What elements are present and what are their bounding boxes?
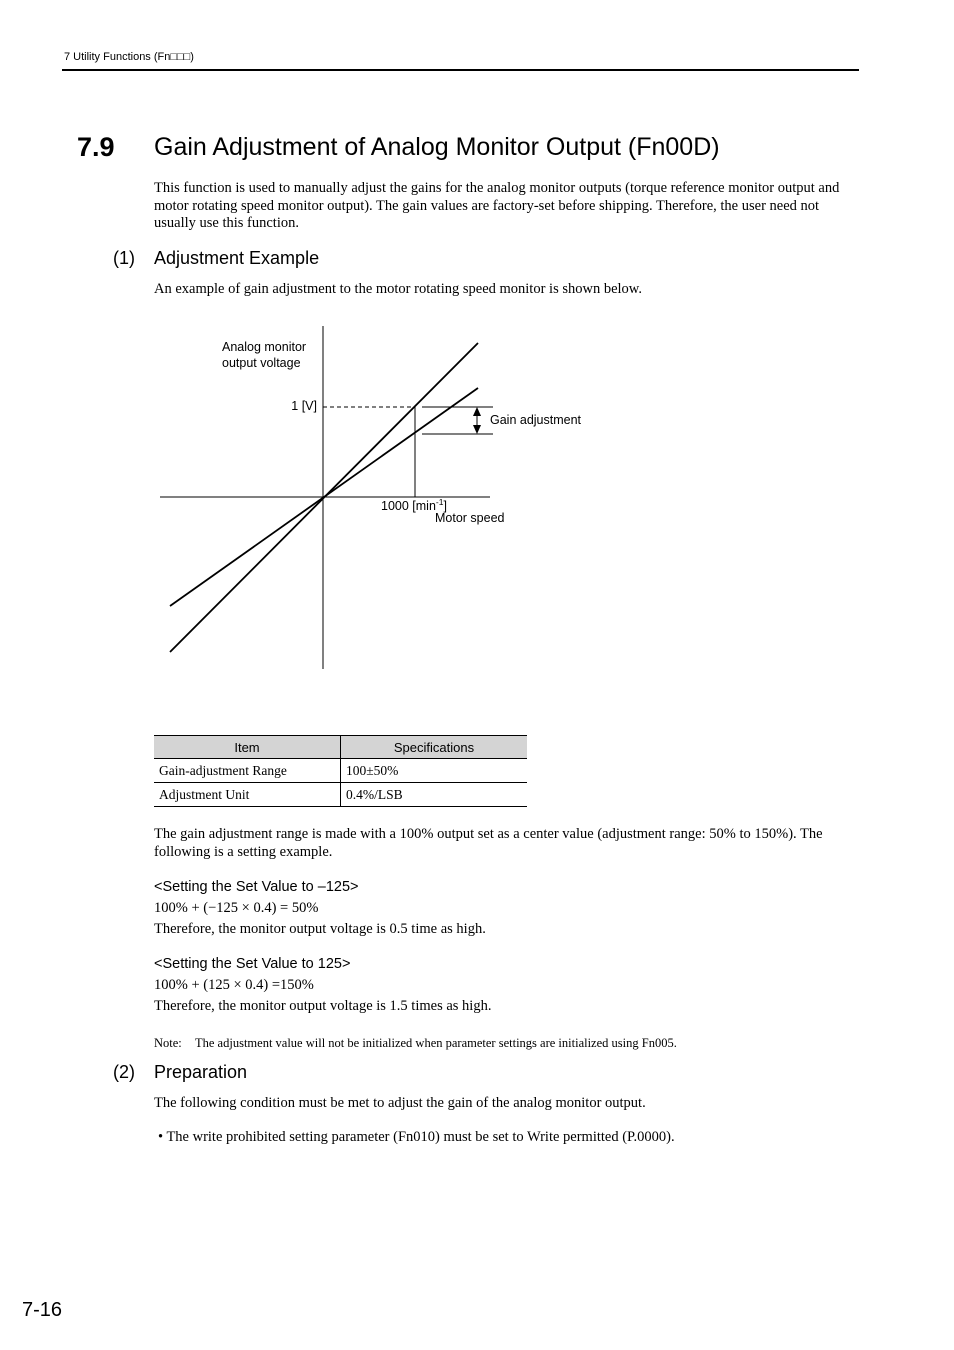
table-row (154, 783, 527, 807)
table-cell: 0.4%/LSB (341, 783, 528, 807)
x-tick-value: 1000 [min (381, 499, 436, 513)
subsection-1-number: (1) (113, 248, 135, 268)
gain-adjustment-diagram (140, 310, 610, 680)
header-specifications: Specifications (341, 736, 528, 759)
arrow-up-icon (473, 407, 481, 416)
subsection-2-title: Preparation (154, 1062, 248, 1082)
intro-paragraph: This function is used to manually adjust the gains for the analog monitor outputs (torque reference monitor output and motor rotating speed monitor output). The gain values are factory-set before shipping. Therefore, the user need not usually use this function. (154, 180, 840, 231)
example2-formula: 100% + (125 × 0.4) =150% (154, 977, 314, 993)
table-cell: Gain-adjustment Range (154, 759, 341, 783)
table-row (154, 759, 527, 783)
x-tick-close: ] (443, 499, 447, 513)
range-paragraph: The gain adjustment range is made with a 100% output set as a center value (adjustment range: 50% to 150%). The following is a setting example. (154, 826, 823, 860)
example2-result: Therefore, the monitor output voltage is 1.5 times as high. (154, 998, 492, 1014)
example2-heading: <Setting the Set Value to 125> (154, 956, 351, 972)
y-axis-label-line1: Analog monitor (222, 340, 307, 354)
x-axis-label: Motor speed (435, 511, 505, 525)
specifications-table (154, 735, 527, 807)
example1-heading: <Setting the Set Value to –125> (154, 879, 359, 895)
section-title: Gain Adjustment of Analog Monitor Output (Fn00D) (154, 133, 720, 161)
gain-adjustment-label: Gain adjustment (490, 413, 582, 427)
table-cell: 100±50% (341, 759, 528, 783)
note-label: Note: (154, 1036, 182, 1050)
page-number: 7-16 (22, 1299, 63, 1321)
preparation-bullet: • The write prohibited setting parameter (Fn010) must be set to Write permitted (P.0000). (158, 1129, 675, 1145)
y-axis-label-line2: output voltage (222, 356, 301, 370)
y-tick-label: 1 [V] (291, 399, 317, 413)
example1-result: Therefore, the monitor output voltage is 0.5 time as high. (154, 921, 486, 937)
arrow-down-icon (473, 425, 481, 434)
subsection-1-title: Adjustment Example (154, 248, 320, 268)
adjustment-example-text: An example of gain adjustment to the motor rotating speed monitor is shown below. (154, 281, 642, 297)
table-cell: Adjustment Unit (154, 783, 341, 807)
subsection-2-number: (2) (113, 1062, 135, 1082)
x-tick-superscript: -1 (435, 497, 444, 507)
table-header-row (154, 736, 527, 759)
header-rule (62, 69, 859, 71)
section-number: 7.9 (77, 132, 115, 162)
header-item: Item (154, 736, 341, 759)
example1-formula: 100% + (−125 × 0.4) = 50% (154, 900, 319, 916)
note-text: The adjustment value will not be initialized when parameter settings are initialized using Fn005. (195, 1036, 677, 1050)
running-header: 7 Utility Functions (Fn□□□) (64, 51, 194, 63)
preparation-text: The following condition must be met to adjust the gain of the analog monitor output. (154, 1095, 646, 1111)
note (154, 1036, 677, 1051)
